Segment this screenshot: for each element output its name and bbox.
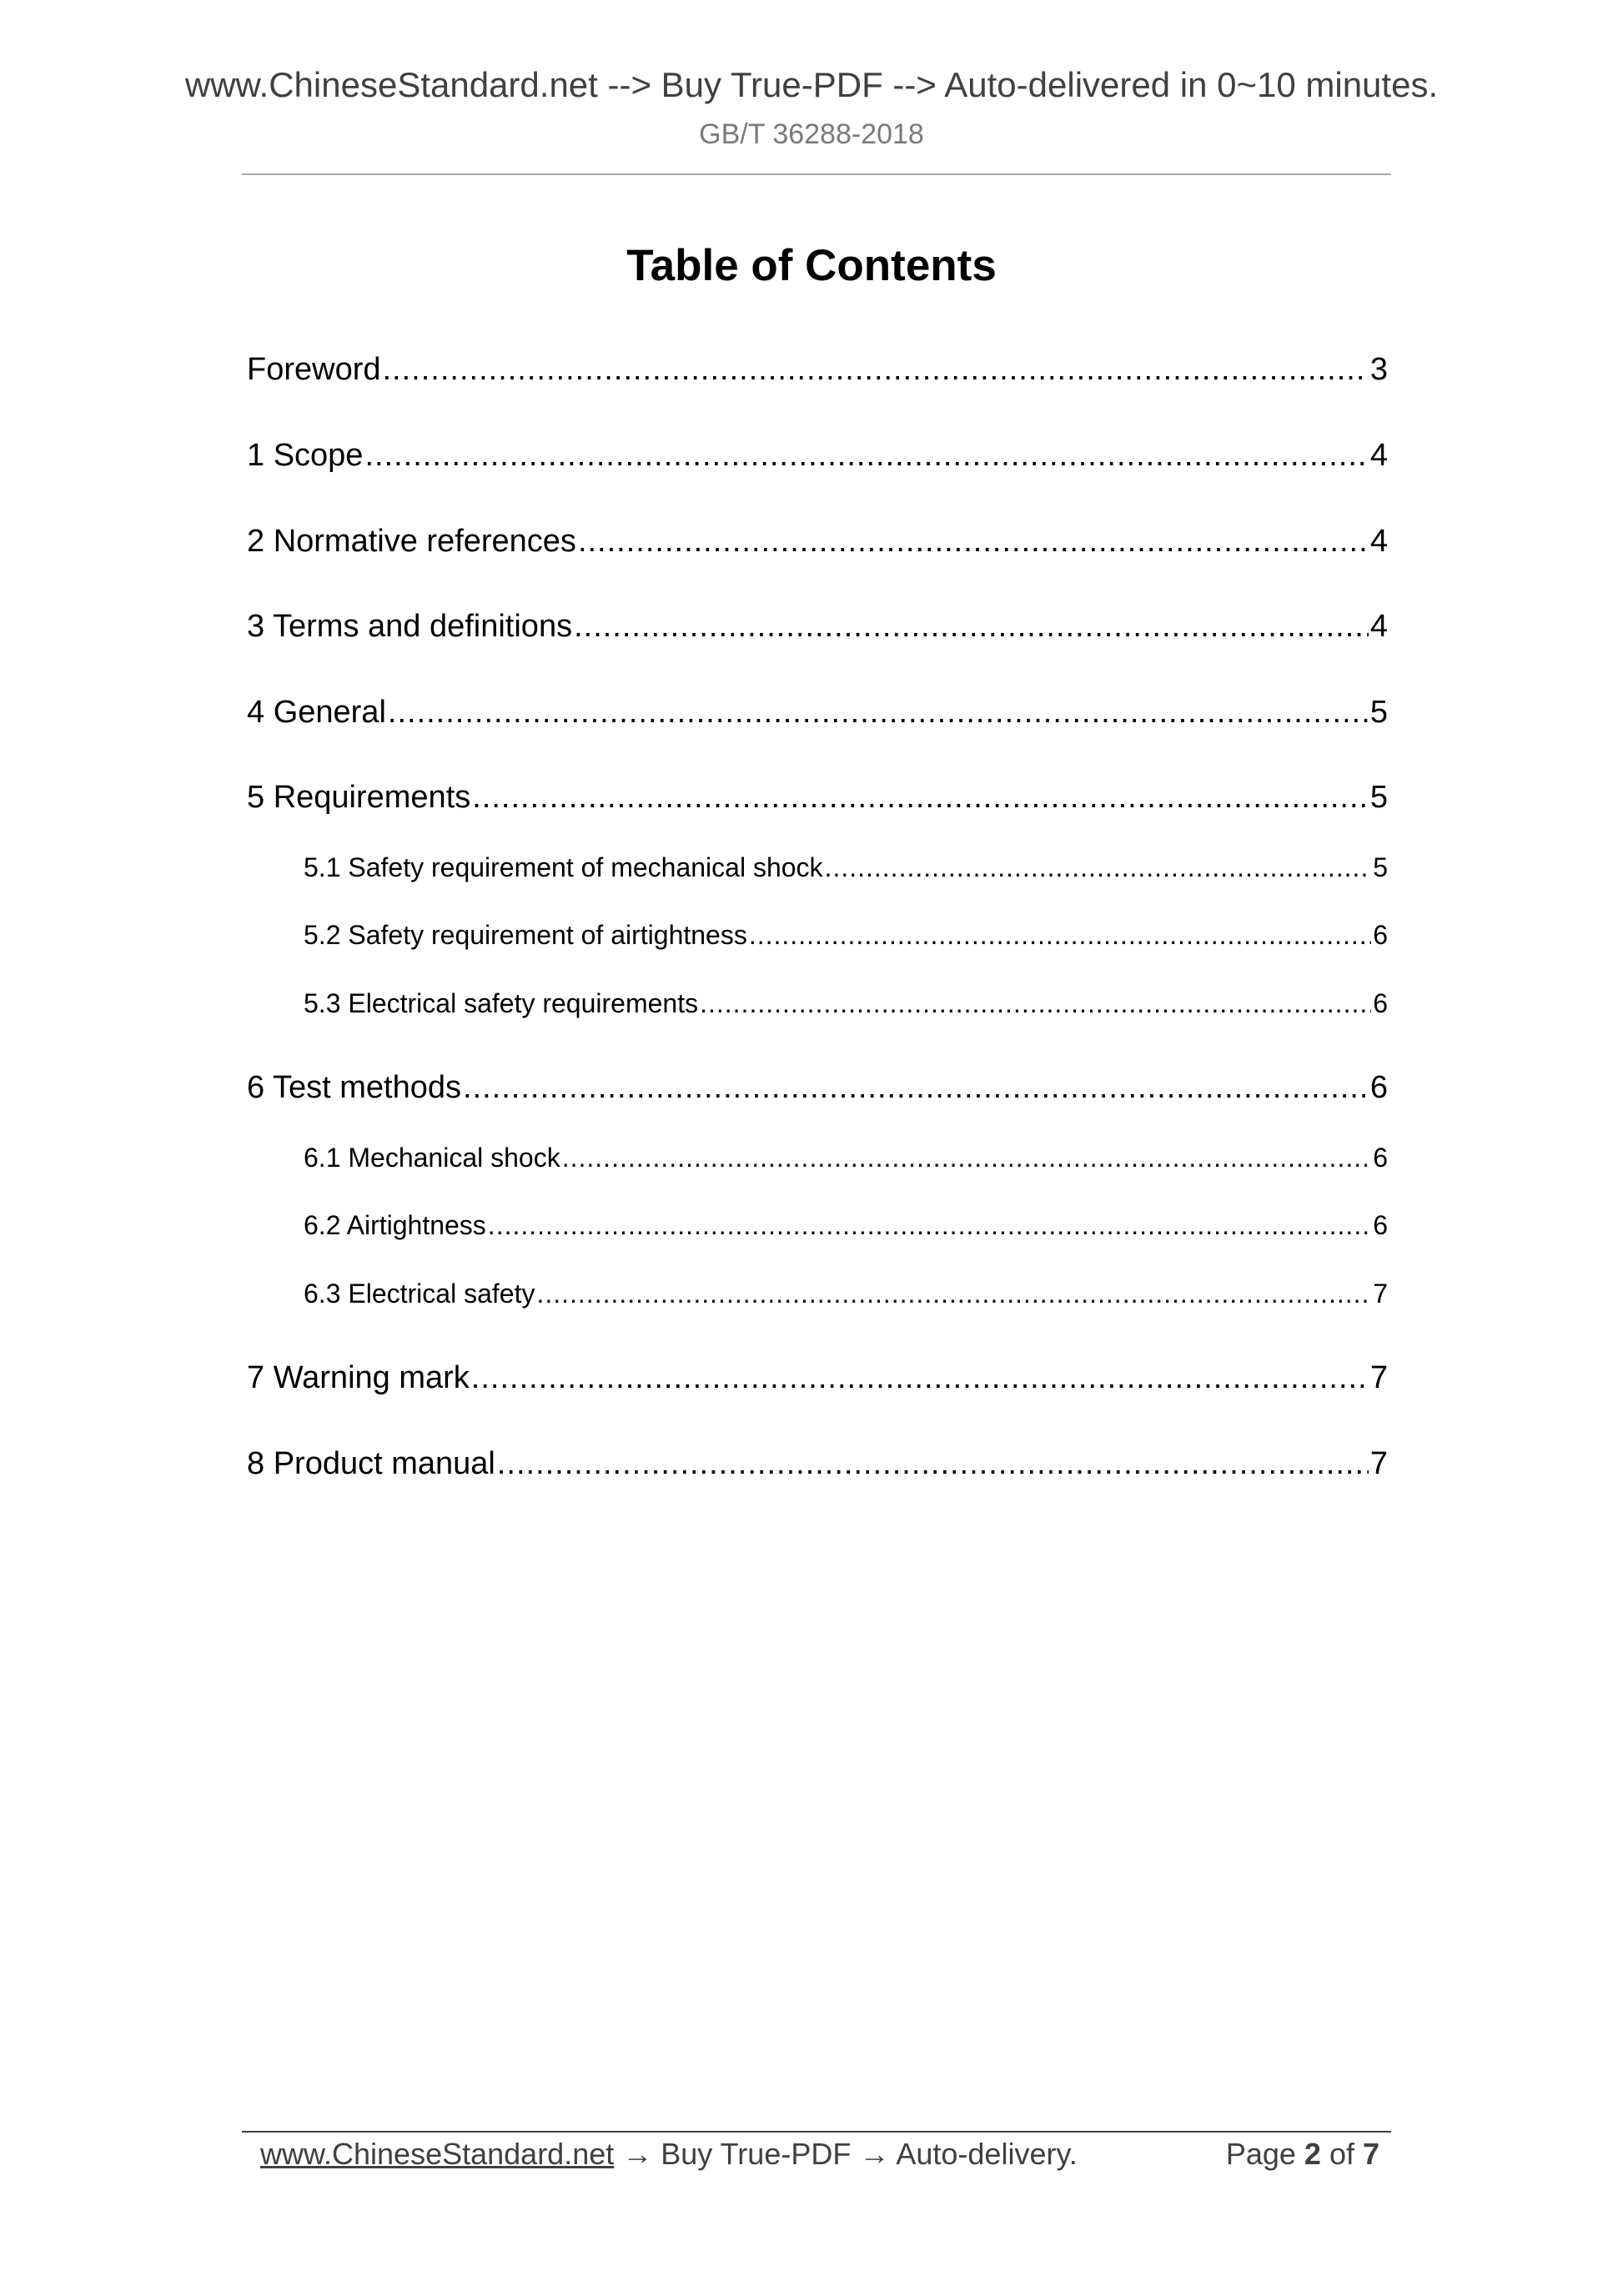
footer-divider: [242, 2131, 1391, 2133]
toc-entry-warning-mark[interactable]: [247, 1360, 1388, 1396]
toc-page: 4: [1369, 524, 1388, 559]
toc-label: 7 Warning mark: [247, 1360, 470, 1395]
toc-entry-5-2[interactable]: [304, 920, 1388, 951]
header-banner: www.ChineseStandard.net --> Buy True-PDF --> Auto-delivered in 0~10 minutes.: [184, 65, 1439, 104]
toc-leader: [562, 1143, 1371, 1173]
toc-label: 5.2 Safety requirement of airtightness: [304, 920, 747, 950]
toc-page: 7: [1373, 1279, 1388, 1309]
toc-entry-product-manual[interactable]: [247, 1446, 1388, 1482]
toc-entry-test-methods[interactable]: [247, 1070, 1388, 1106]
toc-entry-5-1[interactable]: [304, 852, 1388, 883]
toc-label: Foreword: [247, 352, 381, 387]
toc-page: 5: [1373, 852, 1388, 882]
toc-entry-5-3[interactable]: [304, 988, 1388, 1019]
toc-label: 5.1 Safety requirement of mechanical shock: [304, 852, 823, 882]
footer-buy: Buy True-PDF: [661, 2137, 852, 2171]
toc-label: 2 Normative references: [247, 524, 576, 559]
toc-label: 6 Test methods: [247, 1070, 462, 1105]
toc-leader: [383, 352, 1369, 388]
toc-leader: [578, 524, 1369, 560]
toc-page: 6: [1373, 920, 1388, 950]
toc-page: 7: [1369, 1446, 1388, 1481]
toc-leader: [388, 695, 1369, 731]
toc-entry-normative-references[interactable]: [247, 524, 1388, 560]
toc-entry-scope[interactable]: [247, 438, 1388, 474]
toc-page: 5: [1369, 695, 1388, 730]
header-divider: [242, 173, 1391, 175]
toc-leader: [488, 1210, 1371, 1241]
toc-label: 6.1 Mechanical shock: [304, 1143, 560, 1173]
toc-leader: [463, 1070, 1369, 1106]
toc-label: 6.3 Electrical safety: [304, 1279, 535, 1309]
toc-entry-foreword[interactable]: [247, 352, 1388, 388]
page-total: 7: [1362, 2137, 1379, 2171]
toc-leader: [471, 1360, 1369, 1396]
arrow-icon: →: [851, 2137, 897, 2171]
toc-page: 6: [1373, 1143, 1388, 1173]
toc-page: 4: [1369, 609, 1388, 644]
toc-leader: [825, 852, 1372, 883]
toc-page: 3: [1369, 352, 1388, 387]
toc-page: 6: [1369, 1070, 1388, 1105]
toc-page: 4: [1369, 438, 1388, 473]
page-title: Table of Contents: [626, 241, 997, 290]
toc-leader: [700, 988, 1371, 1019]
toc-page: 7: [1369, 1360, 1388, 1395]
standard-id: GB/T 36288-2018: [699, 118, 924, 150]
toc-entry-6-1[interactable]: [304, 1143, 1388, 1173]
toc-leader: [472, 780, 1369, 816]
toc-entry-terms-definitions[interactable]: [247, 609, 1388, 645]
arrow-icon: →: [614, 2137, 661, 2171]
toc-label: 3 Terms and definitions: [247, 609, 573, 644]
toc-leader: [497, 1446, 1369, 1482]
page-current: 2: [1304, 2137, 1321, 2171]
footer-auto: Auto-delivery.: [896, 2137, 1078, 2171]
toc-page: 5: [1369, 780, 1388, 815]
toc-label: 5 Requirements: [247, 780, 471, 815]
toc-entry-6-2[interactable]: [304, 1210, 1388, 1241]
toc-label: 8 Product manual: [247, 1446, 495, 1481]
toc-label: 1 Scope: [247, 438, 364, 473]
page-word: Page: [1225, 2137, 1304, 2171]
toc-leader: [574, 609, 1369, 645]
toc-page: 6: [1373, 988, 1388, 1018]
toc-leader: [536, 1279, 1371, 1309]
toc-entry-requirements[interactable]: [247, 780, 1388, 816]
footer-text: [260, 2137, 1078, 2172]
toc-leader: [749, 920, 1371, 951]
toc-entry-general[interactable]: [247, 695, 1388, 731]
toc-entry-6-3[interactable]: [304, 1279, 1388, 1309]
of-word: of: [1320, 2137, 1363, 2171]
toc-label: 6.2 Airtightness: [304, 1210, 486, 1240]
footer-site-link[interactable]: www.ChineseStandard.net: [260, 2137, 615, 2171]
toc-label: 5.3 Electrical safety requirements: [304, 988, 699, 1018]
toc-label: 4 General: [247, 695, 386, 730]
toc-leader: [364, 438, 1368, 474]
toc-page: 6: [1373, 1210, 1388, 1240]
page-indicator: [1226, 2137, 1379, 2172]
